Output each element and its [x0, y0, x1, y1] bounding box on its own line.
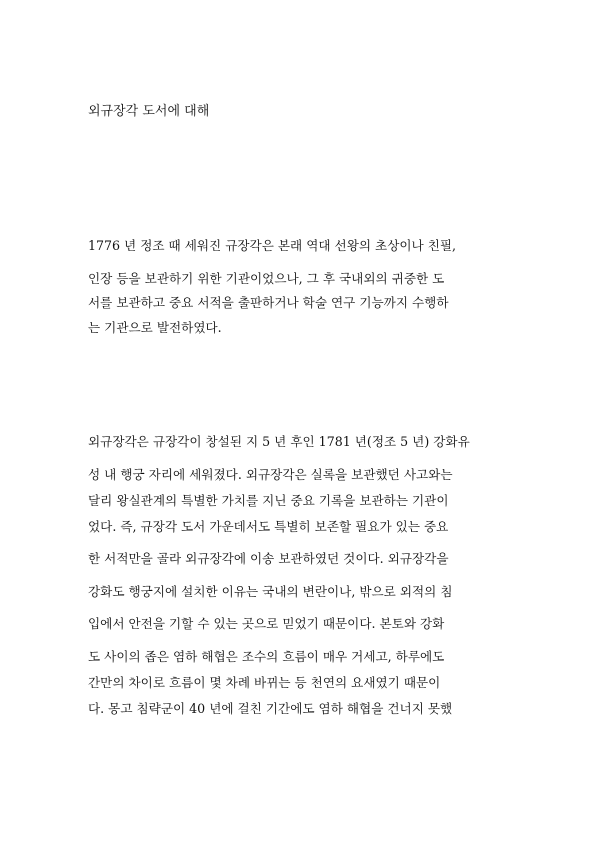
paragraph-line: 었다. 즉, 규장각 도서 가운데서도 특별히 보존할 필요가 있는 중요 [88, 518, 449, 534]
paragraph-line: 도 사이의 좁은 염하 해협은 조수의 흐름이 매우 거세고, 하루에도 [88, 648, 445, 664]
paragraph-line: 달리 왕실관계의 특별한 가치를 지닌 중요 기록을 보관하는 기관이 [88, 492, 449, 508]
paragraph-line: 입에서 안전을 기할 수 있는 곳으로 믿었기 때문이다. 본토와 강화 [88, 616, 445, 631]
paragraph-line: 외규장각은 규장각이 창설된 지 5 년 후인 1781 년(정조 5 년) 강화유 [88, 434, 470, 449]
paragraph-line: 서를 보관하고 중요 서적을 출판하거나 학술 연구 기능까지 수행하 [88, 295, 449, 310]
paragraph-kyujanggak-history [88, 238, 514, 344]
paragraph-line: 강화도 행궁지에 설치한 이유는 국내의 변란이나, 밖으로 외적의 침 [88, 583, 453, 599]
paragraph-line: 1776 년 정조 때 세워진 규장각은 본래 역대 선왕의 초상이나 친필, [88, 238, 457, 253]
paragraph-oegyujanggak-founding [88, 434, 514, 727]
paragraph-line: 는 기관으로 발전하였다. [88, 319, 222, 335]
paragraph-line: 다. 몽고 침략군이 40 년에 걸친 기간에도 염하 해협을 건너지 못했 [88, 700, 453, 716]
document-title: 외규장각 도서에 대해 [88, 104, 210, 119]
paragraph-line: 한 서적만을 골라 외규장각에 이송 보관하였던 것이다. 외규장각을 [88, 551, 449, 566]
paragraph-line: 인장 등을 보관하기 위한 기관이었으나, 그 후 국내외의 귀중한 도 [88, 270, 445, 286]
paragraph-line: 성 내 행궁 자리에 세워졌다. 외규장각은 실록을 보관했던 사고와는 [88, 466, 453, 482]
paragraph-line: 간만의 차이로 흐름이 몇 차례 바뀌는 등 천연의 요새였기 때문이 [88, 674, 441, 690]
